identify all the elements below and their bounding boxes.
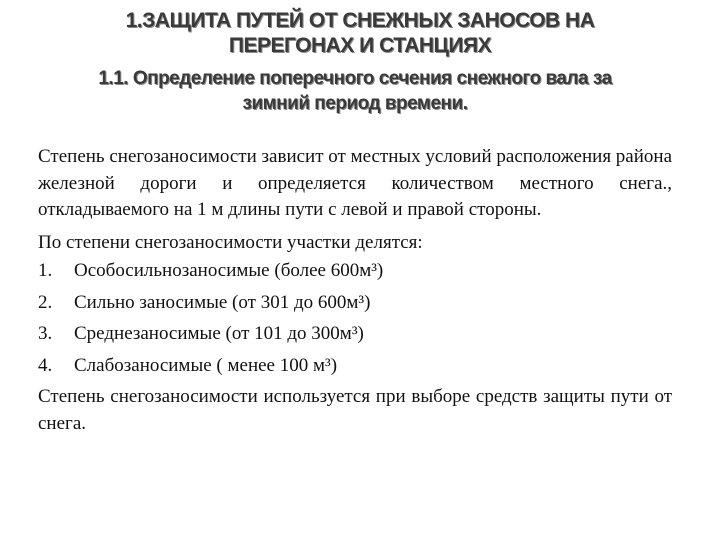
- conclusion-paragraph: Степень снегозаносимости используется при выборе средств защиты пути от снега.: [38, 386, 672, 434]
- list-item-number: 3.: [38, 323, 53, 344]
- title-block: [38, 8, 672, 116]
- section-subtitle: 1.1. Определение поперечного сечения снежного вала за зимний период времени.: [98, 68, 612, 114]
- list-heading: По степени снегозаносимости участки делятся:: [38, 231, 423, 253]
- list-item: [38, 290, 672, 317]
- list-item: [38, 258, 672, 285]
- list-item-text: Сильно заносимые (от 301 до 600м³): [74, 291, 371, 313]
- list-item: [38, 353, 672, 380]
- list-item: [38, 321, 672, 348]
- page-title: 1.ЗАЩИТА ПУТЕЙ ОТ СНЕЖНЫХ ЗАНОСОВ НА ПЕРЕГОНАХ И СТАНЦИЯХ: [125, 9, 595, 57]
- list-item-text: Слабозаносимые ( менее 100 м³): [74, 354, 338, 376]
- intro-paragraph: Степень снегозаносимости зависит от местных условий расположения района железной дороги и определяется количеством местного снега., откладываемого на 1 м длины пути с левой и правой стороны.: [38, 146, 673, 220]
- list-item-number: 2.: [38, 291, 53, 313]
- list-item-text: Среднезаносимые (от 101 до 300м³): [74, 323, 364, 344]
- list-item-number: 1.: [38, 260, 53, 281]
- list-item-number: 4.: [38, 354, 53, 376]
- snow-category-list: [38, 258, 672, 379]
- list-item-text: Особосильнозаносимые (более 600м³): [74, 260, 384, 281]
- body-text: [38, 144, 672, 437]
